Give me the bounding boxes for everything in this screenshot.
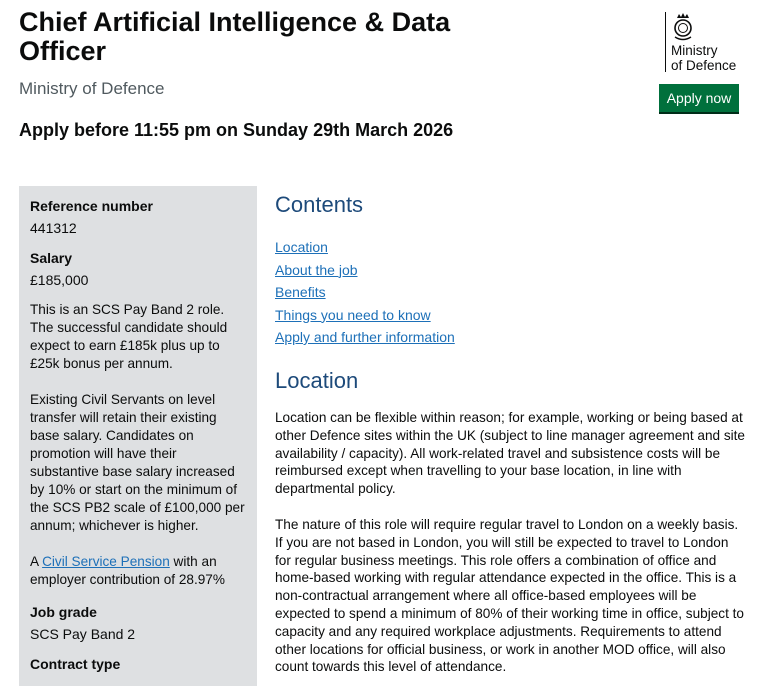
job-grade-label: Job grade bbox=[30, 604, 97, 620]
location-heading: Location bbox=[275, 368, 359, 393]
pension-note bbox=[30, 553, 246, 589]
reference-value: 441312 bbox=[30, 220, 77, 236]
location-paragraph-1: Location can be flexible within reason; for example, working or being based at other Defence sites within the UK (subject to line manager agreement and site availability / capacity). All work-related travel and subsistence costs will be reimbursed except when travelling to your base location, in line with departmental policy. bbox=[275, 410, 745, 497]
salary-value: £185,000 bbox=[30, 272, 89, 288]
contents-item-about bbox=[275, 259, 455, 282]
contents-heading: Contents bbox=[275, 192, 364, 217]
job-grade-field bbox=[30, 603, 246, 643]
job-grade-value: SCS Pay Band 2 bbox=[30, 626, 136, 642]
logo-text: Ministry of Defence bbox=[671, 43, 737, 73]
department-name: Ministry of Defence bbox=[19, 79, 165, 98]
location-paragraph-2: The nature of this role will require regular travel to London on a weekly basis. If you are not based in London, you will still be expected to travel to London for regular business meetings. This role offers a combination of office and home-based working with regular attendance expected in the office. This is a non-contractual arrangement where all office-based employees will be expected to spend a minimum of 80% of their working time in office, subject to capacity and any required workplace adjustments. Requirements to attend other locations for official business, or work in another MOD office, will also count towards this level of attendance. bbox=[275, 516, 744, 675]
job-summary-sidebar bbox=[19, 186, 257, 686]
contents-item-benefits bbox=[275, 281, 455, 304]
salary-note: This is an SCS Pay Band 2 role. The successful candidate should expect to earn £185k plus up to £25k bonus per annum. bbox=[30, 302, 228, 371]
salary-transfer-note: Existing Civil Servants on level transfer will retain their existing base salary. Candidates on promotion will have their substantive base salary increased by 10% or start on the minimum of the SCS PB2 scale of £100,000 per annum; whichever is higher. bbox=[30, 392, 245, 533]
contents-item-things bbox=[275, 304, 455, 327]
location-section bbox=[275, 409, 745, 694]
salary-field bbox=[30, 249, 246, 289]
contract-type-field bbox=[30, 655, 246, 673]
contents-link-benefits[interactable]: Benefits bbox=[275, 284, 326, 300]
contents-link-about-the-job[interactable]: About the job bbox=[275, 261, 358, 278]
royal-crest-icon bbox=[671, 12, 695, 42]
pension-prefix: A bbox=[30, 554, 43, 569]
salary-label: Salary bbox=[30, 250, 73, 266]
reference-label: Reference number bbox=[30, 198, 153, 214]
contents-link-things-you-need-to-know[interactable]: Things you need to know bbox=[275, 306, 431, 323]
closing-date: Apply before 11:55 pm on Sunday 29th March 2026 bbox=[19, 120, 454, 140]
contents-list bbox=[275, 236, 455, 349]
contract-type-label: Contract type bbox=[30, 656, 121, 672]
logo-divider bbox=[665, 12, 666, 72]
apply-now-button[interactable]: Apply now bbox=[659, 84, 739, 112]
pension-suffix: with an employer contribution of 28.97% bbox=[30, 554, 225, 587]
job-title: Chief Artificial Intelligence & Data Officer bbox=[19, 7, 451, 66]
contents-link-location[interactable]: Location bbox=[275, 239, 328, 255]
contents-item-apply bbox=[275, 326, 455, 349]
reference-field bbox=[30, 197, 246, 237]
ministry-of-defence-logo bbox=[665, 12, 741, 74]
civil-service-pension-link[interactable]: Civil Service Pension bbox=[42, 554, 170, 569]
contents-item-location bbox=[275, 236, 455, 259]
contents-link-apply-and-further-information[interactable]: Apply and further information bbox=[275, 329, 455, 345]
